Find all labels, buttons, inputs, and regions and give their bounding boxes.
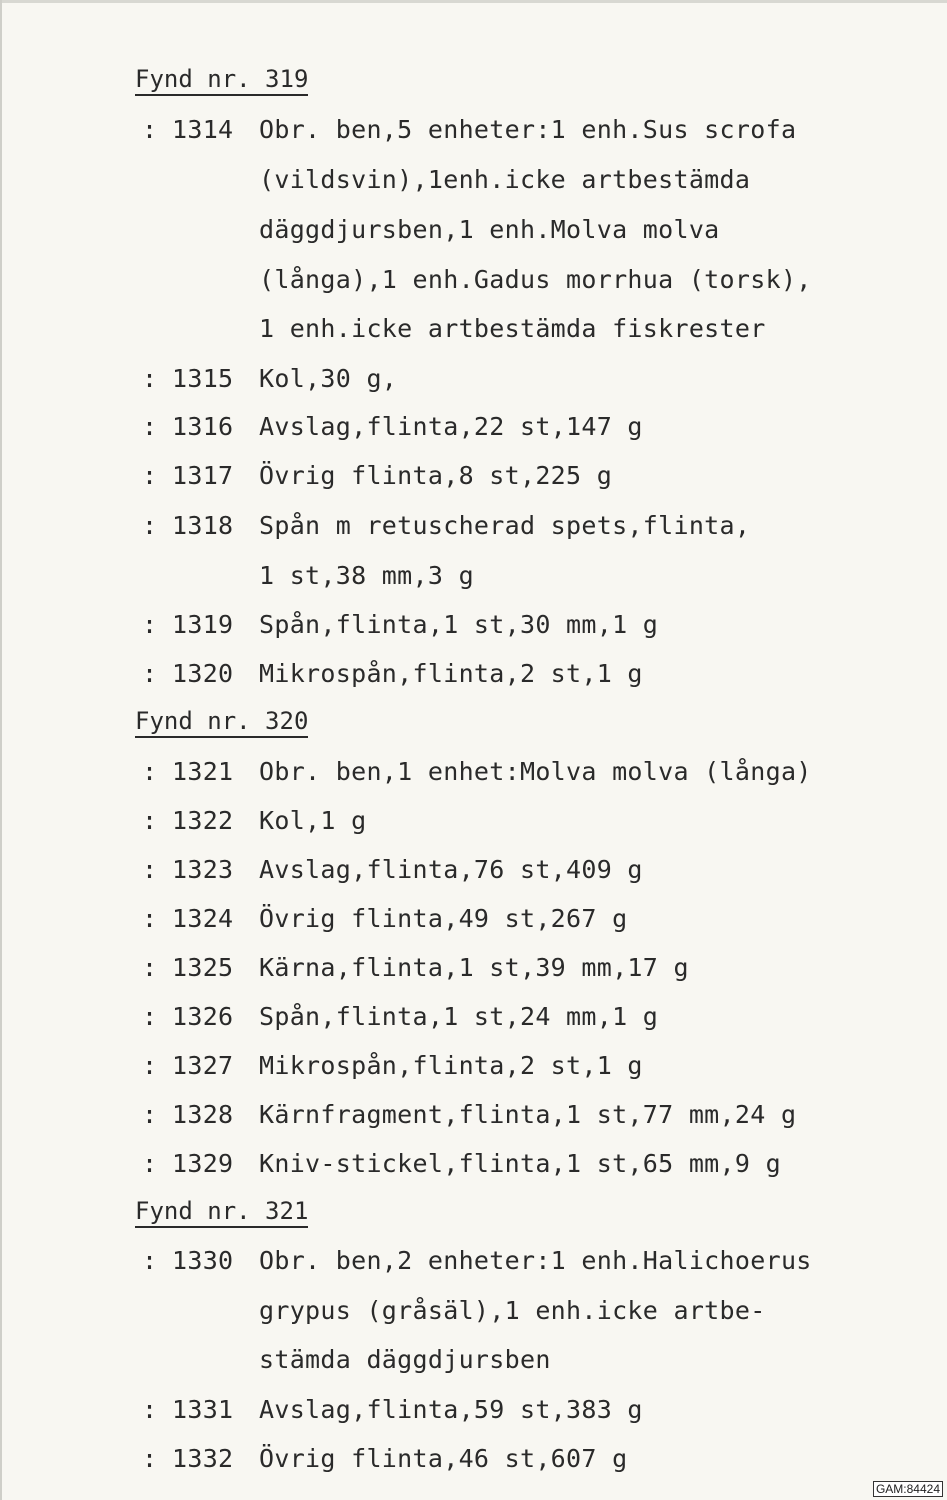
entry-description-line: Obr. ben,2 enheter:1 enh.Halichoerus: [259, 1246, 812, 1275]
entry-colon: :: [142, 1444, 158, 1473]
entry-number: 1325: [172, 953, 234, 982]
entry-description-line: Spån,flinta,1 st,24 mm,1 g: [259, 1002, 659, 1031]
entry-description-line: Kärnfragment,flinta,1 st,77 mm,24 g: [259, 1100, 797, 1129]
entry-number: 1319: [172, 610, 234, 639]
card-edge: [2, 0, 947, 3]
entry-description-line: Övrig flinta,49 st,267 g: [259, 904, 628, 933]
entry-colon: :: [142, 855, 158, 884]
entry-colon: :: [142, 412, 158, 441]
find-heading: Fynd nr. 320: [135, 706, 308, 738]
entry-description-line: Kärna,flinta,1 st,39 mm,17 g: [259, 953, 689, 982]
entry-description-line: 1 enh.icke artbestämda fiskrester: [259, 314, 766, 343]
entry-colon: :: [142, 953, 158, 982]
entry-number: 1323: [172, 855, 234, 884]
entry-colon: :: [142, 1002, 158, 1031]
entry-number: 1327: [172, 1051, 234, 1080]
entry-number: 1318: [172, 511, 234, 540]
entry-description-line: Mikrospån,flinta,2 st,1 g: [259, 659, 643, 688]
entry-description-line: 1 st,38 mm,3 g: [259, 561, 474, 590]
entry-number: 1324: [172, 904, 234, 933]
entry-description-line: (vildsvin),1enh.icke artbestämda: [259, 165, 751, 194]
entry-description-line: Avslag,flinta,59 st,383 g: [259, 1395, 643, 1424]
entry-description-line: Spån m retuscherad spets,flinta,: [259, 511, 751, 540]
entry-description-line: Kol,30 g,: [259, 364, 398, 393]
entry-description-line: Spån,flinta,1 st,30 mm,1 g: [259, 610, 659, 639]
entry-colon: :: [142, 659, 158, 688]
entry-description-line: däggdjursben,1 enh.Molva molva: [259, 215, 720, 244]
entry-colon: :: [142, 511, 158, 540]
entry-colon: :: [142, 610, 158, 639]
entry-colon: :: [142, 757, 158, 786]
entry-description-line: Obr. ben,5 enheter:1 enh.Sus scrofa: [259, 115, 797, 144]
archive-stamp: GAM:84424: [873, 1481, 943, 1497]
entry-number: 1326: [172, 1002, 234, 1031]
entry-description-line: Avslag,flinta,22 st,147 g: [259, 412, 643, 441]
entry-description-line: grypus (gråsäl),1 enh.icke artbe-: [259, 1296, 766, 1325]
entry-number: 1330: [172, 1246, 234, 1275]
entry-number: 1332: [172, 1444, 234, 1473]
entry-description-line: Kniv-stickel,flinta,1 st,65 mm,9 g: [259, 1149, 781, 1178]
entry-description-line: Kol,1 g: [259, 806, 367, 835]
entry-description-line: Övrig flinta,46 st,607 g: [259, 1444, 628, 1473]
entry-number: 1328: [172, 1100, 234, 1129]
entry-colon: :: [142, 115, 158, 144]
entry-colon: :: [142, 1246, 158, 1275]
entry-number: 1314: [172, 115, 234, 144]
entry-description-line: Mikrospån,flinta,2 st,1 g: [259, 1051, 643, 1080]
entry-number: 1321: [172, 757, 234, 786]
entry-colon: :: [142, 1100, 158, 1129]
entry-description-line: Övrig flinta,8 st,225 g: [259, 461, 613, 490]
entry-colon: :: [142, 364, 158, 393]
entry-description-line: (långa),1 enh.Gadus morrhua (torsk),: [259, 265, 812, 294]
entry-colon: :: [142, 461, 158, 490]
find-heading: Fynd nr. 319: [135, 64, 308, 96]
entry-number: 1329: [172, 1149, 234, 1178]
entry-number: 1320: [172, 659, 234, 688]
find-heading: Fynd nr. 321: [135, 1196, 308, 1228]
entry-number: 1315: [172, 364, 234, 393]
entry-description-line: stämda däggdjursben: [259, 1345, 551, 1374]
entry-colon: :: [142, 806, 158, 835]
entry-colon: :: [142, 904, 158, 933]
entry-description-line: Avslag,flinta,76 st,409 g: [259, 855, 643, 884]
entry-colon: :: [142, 1395, 158, 1424]
entry-number: 1331: [172, 1395, 234, 1424]
entry-number: 1322: [172, 806, 234, 835]
entry-number: 1316: [172, 412, 234, 441]
entry-number: 1317: [172, 461, 234, 490]
entry-colon: :: [142, 1051, 158, 1080]
entry-description-line: Obr. ben,1 enhet:Molva molva (långa): [259, 757, 812, 786]
entry-colon: :: [142, 1149, 158, 1178]
